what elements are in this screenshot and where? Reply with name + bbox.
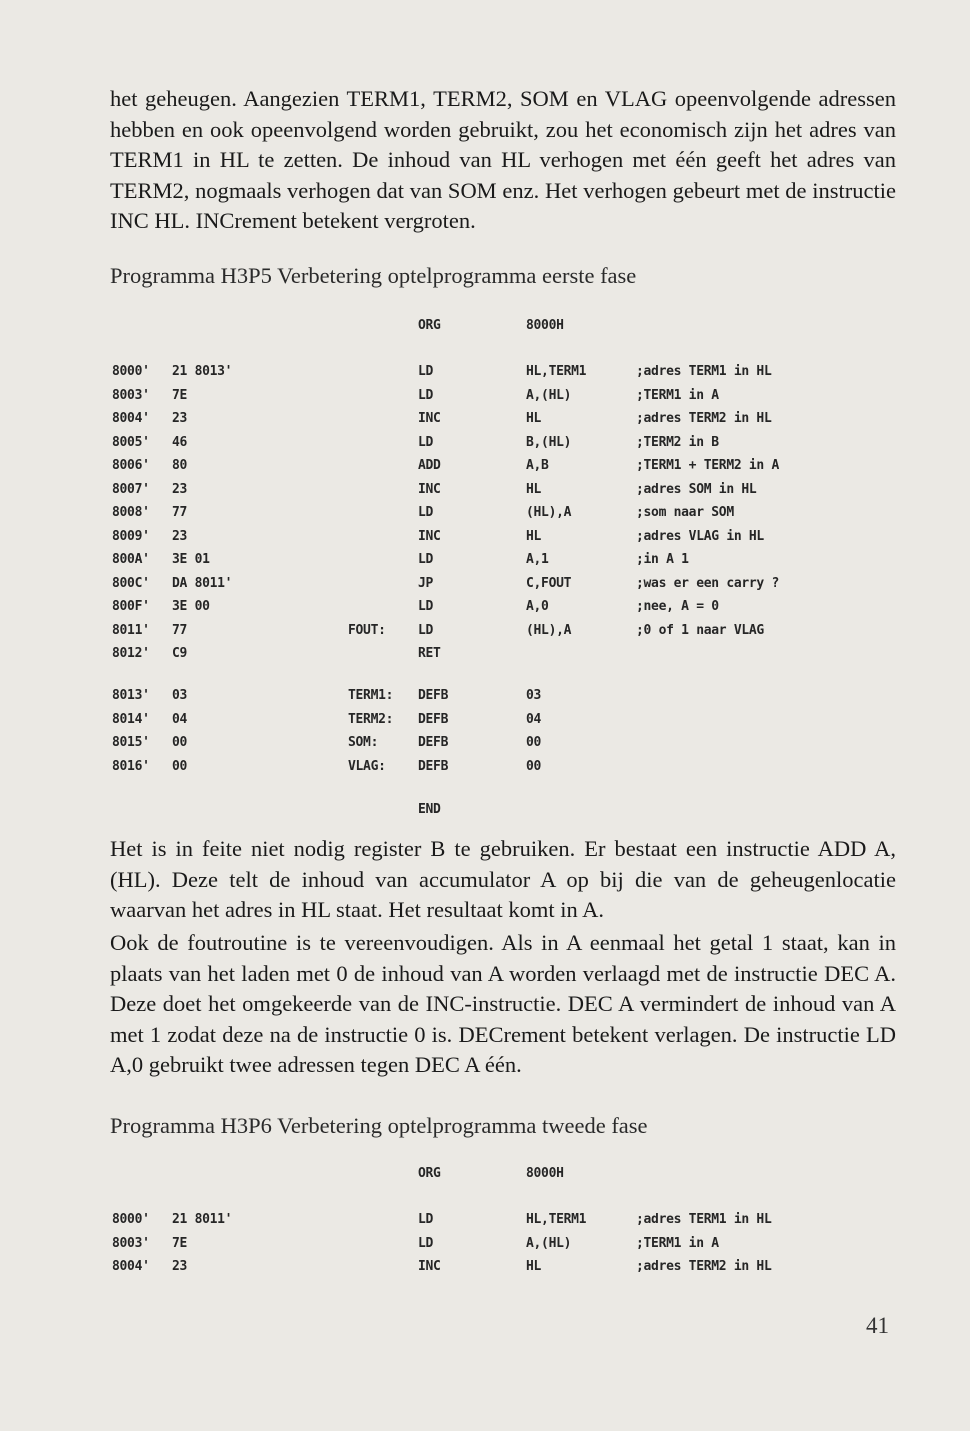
code-comment: ;adres TERM2 in HL — [636, 411, 772, 426]
code-op: INC — [418, 1259, 441, 1274]
code-addr: 8003' — [112, 387, 150, 403]
code-arg: 03 — [526, 688, 542, 703]
code-arg: C,FOUT — [526, 575, 572, 591]
code-op: LD — [418, 552, 434, 567]
code-hex: 7E — [172, 387, 188, 403]
code-addr: 8016' — [112, 758, 150, 774]
code-arg: A,1 — [526, 552, 549, 567]
code-arg: A,(HL) — [526, 1235, 572, 1251]
code-hex: 21 8011' — [172, 1212, 233, 1227]
code-arg: HL — [526, 528, 542, 544]
code-arg: 00 — [526, 758, 542, 774]
org-directive-2: ORG — [418, 1166, 441, 1181]
program1-title: Programma H3P5 Verbetering optelprogramma eerste fase — [110, 263, 637, 288]
code-arg: (HL),A — [526, 505, 572, 520]
code-comment: ;adres VLAG in HL — [636, 528, 764, 544]
code-hex: 7E — [172, 1235, 188, 1251]
code-addr: 8013' — [112, 688, 150, 703]
code-op: LD — [418, 505, 434, 520]
code-addr: 8012' — [112, 646, 150, 661]
code-addr: 8003' — [112, 1235, 150, 1251]
org-directive: ORG — [418, 318, 441, 333]
code-comment: ;adres TERM2 in HL — [636, 1259, 772, 1274]
code-hex: C9 — [172, 646, 188, 661]
code-comment: ;som naar SOM — [636, 505, 734, 520]
code-op: INC — [418, 481, 441, 497]
code-hex: 21 8013' — [172, 364, 233, 379]
code-addr: 8006' — [112, 458, 150, 473]
code-addr: 8004' — [112, 411, 150, 426]
code-op: INC — [418, 528, 441, 544]
code-op: LD — [418, 387, 434, 403]
code-op: LD — [418, 1212, 434, 1227]
code-addr: 8014' — [112, 711, 150, 727]
code-label: SOM: — [348, 735, 379, 750]
code-addr: 8005' — [112, 434, 150, 450]
body-text-2: Ook de foutroutine is te vereenvoudigen. Als in A eenmaal het getal 1 staat, kan in plaats van het laden met 0 de inhoud van A worden verlaagd met de instructie DEC A. Deze doet het omgekeerde van de INC-instructie. DEC A vermindert de inhoud van A met 1 zodat deze na de instructie 0 is. DECrement betekent verlagen. De instructie LD A,0 gebruikt twee adressen tegen DEC A één. — [110, 930, 896, 1077]
code-hex: 23 — [172, 411, 188, 426]
code-comment: ;TERM1 + TERM2 in A — [636, 458, 780, 473]
code-arg: HL,TERM1 — [526, 364, 587, 379]
code-hex: 00 — [172, 735, 188, 750]
org-address-2: 8000H — [526, 1166, 564, 1181]
code-arg: HL — [526, 411, 542, 426]
code-comment: ;was er een carry ? — [636, 575, 780, 591]
code-comment: ;nee, A = 0 — [636, 599, 719, 614]
code-hex: 23 — [172, 481, 188, 497]
code-arg: 00 — [526, 735, 542, 750]
page-number: 41 — [866, 1313, 889, 1338]
code-arg: HL — [526, 1259, 542, 1274]
code-hex: 77 — [172, 505, 188, 520]
code-op: DEFB — [418, 688, 449, 703]
code-addr: 8004' — [112, 1259, 150, 1274]
intro-paragraph — [110, 84, 896, 237]
program2-title: Programma H3P6 Verbetering optelprogramma tweede fase — [110, 1113, 648, 1138]
code-addr: 800C' — [112, 575, 150, 591]
code-op: LD — [418, 622, 434, 638]
code-hex: 00 — [172, 758, 188, 774]
code-label: TERM2: — [348, 711, 394, 727]
code-arg: A,B — [526, 458, 549, 473]
body-text-1: Het is in feite niet nodig register B te gebruiken. Er bestaat een instructie ADD A,(HL). Deze telt de inhoud van accumulator A op bij die van de geheugenlocatie waarvan het adres in HL staat. Het resultaat komt in A. — [110, 836, 896, 922]
code-arg: B,(HL) — [526, 434, 572, 450]
code-arg: (HL),A — [526, 622, 572, 638]
code-addr: 8008' — [112, 505, 150, 520]
code-addr: 800A' — [112, 552, 150, 567]
code-op: LD — [418, 364, 434, 379]
code-arg: A,(HL) — [526, 387, 572, 403]
code-addr: 8015' — [112, 735, 150, 750]
code-comment: ;TERM1 in A — [636, 1235, 719, 1251]
code-arg: 04 — [526, 711, 542, 727]
intro-text: het geheugen. Aangezien TERM1, TERM2, SOM en VLAG opeenvolgende adressen hebben en ook opeenvolgend worden gebruikt, zou het economisch zijn het adres van TERM1 in HL te zetten. De inhoud van HL verhogen met één geeft het adres van TERM2, nogmaals verhogen dat van SOM enz. Het verhogen gebeurt met de instructie INC HL. INCrement betekent vergroten. — [110, 86, 896, 233]
code-op: LD — [418, 434, 434, 450]
code-hex: DA 8011' — [172, 575, 233, 591]
code-comment: ;0 of 1 naar VLAG — [636, 622, 764, 638]
code-comment: ;adres TERM1 in HL — [636, 364, 772, 379]
code-addr: 8000' — [112, 364, 150, 379]
code-op: LD — [418, 1235, 434, 1251]
code-arg: HL,TERM1 — [526, 1212, 587, 1227]
code-arg: HL — [526, 481, 542, 497]
code-comment: ;adres TERM1 in HL — [636, 1212, 772, 1227]
code-op: JP — [418, 575, 434, 591]
code-op: DEFB — [418, 735, 449, 750]
body-paragraph-2 — [110, 928, 896, 1081]
code-hex: 46 — [172, 434, 188, 450]
code-hex: 77 — [172, 622, 188, 638]
code-addr: 8007' — [112, 481, 150, 497]
org-address: 8000H — [526, 318, 564, 333]
code-op: ADD — [418, 458, 441, 473]
code-op: RET — [418, 646, 441, 661]
code-label: TERM1: — [348, 688, 394, 703]
code-addr: 8011' — [112, 622, 150, 638]
code-op: DEFB — [418, 758, 449, 774]
code-addr: 8000' — [112, 1212, 150, 1227]
code-op: INC — [418, 411, 441, 426]
code-hex: 03 — [172, 688, 188, 703]
code-addr: 800F' — [112, 599, 150, 614]
code-comment: ;in A 1 — [636, 552, 689, 567]
code-hex: 80 — [172, 458, 188, 473]
code-op: DEFB — [418, 711, 449, 727]
code-hex: 23 — [172, 1259, 188, 1274]
code-hex: 04 — [172, 711, 188, 727]
code-hex: 3E 00 — [172, 599, 210, 614]
body-paragraph-1 — [110, 834, 896, 926]
end-directive: END — [418, 802, 441, 817]
code-comment: ;adres SOM in HL — [636, 481, 757, 497]
code-op: LD — [418, 599, 434, 614]
code-comment: ;TERM2 in B — [636, 434, 719, 450]
code-hex: 3E 01 — [172, 552, 210, 567]
code-label: VLAG: — [348, 758, 386, 774]
code-label: FOUT: — [348, 622, 386, 638]
code-arg: A,0 — [526, 599, 549, 614]
code-hex: 23 — [172, 528, 188, 544]
code-addr: 8009' — [112, 528, 150, 544]
code-comment: ;TERM1 in A — [636, 387, 719, 403]
